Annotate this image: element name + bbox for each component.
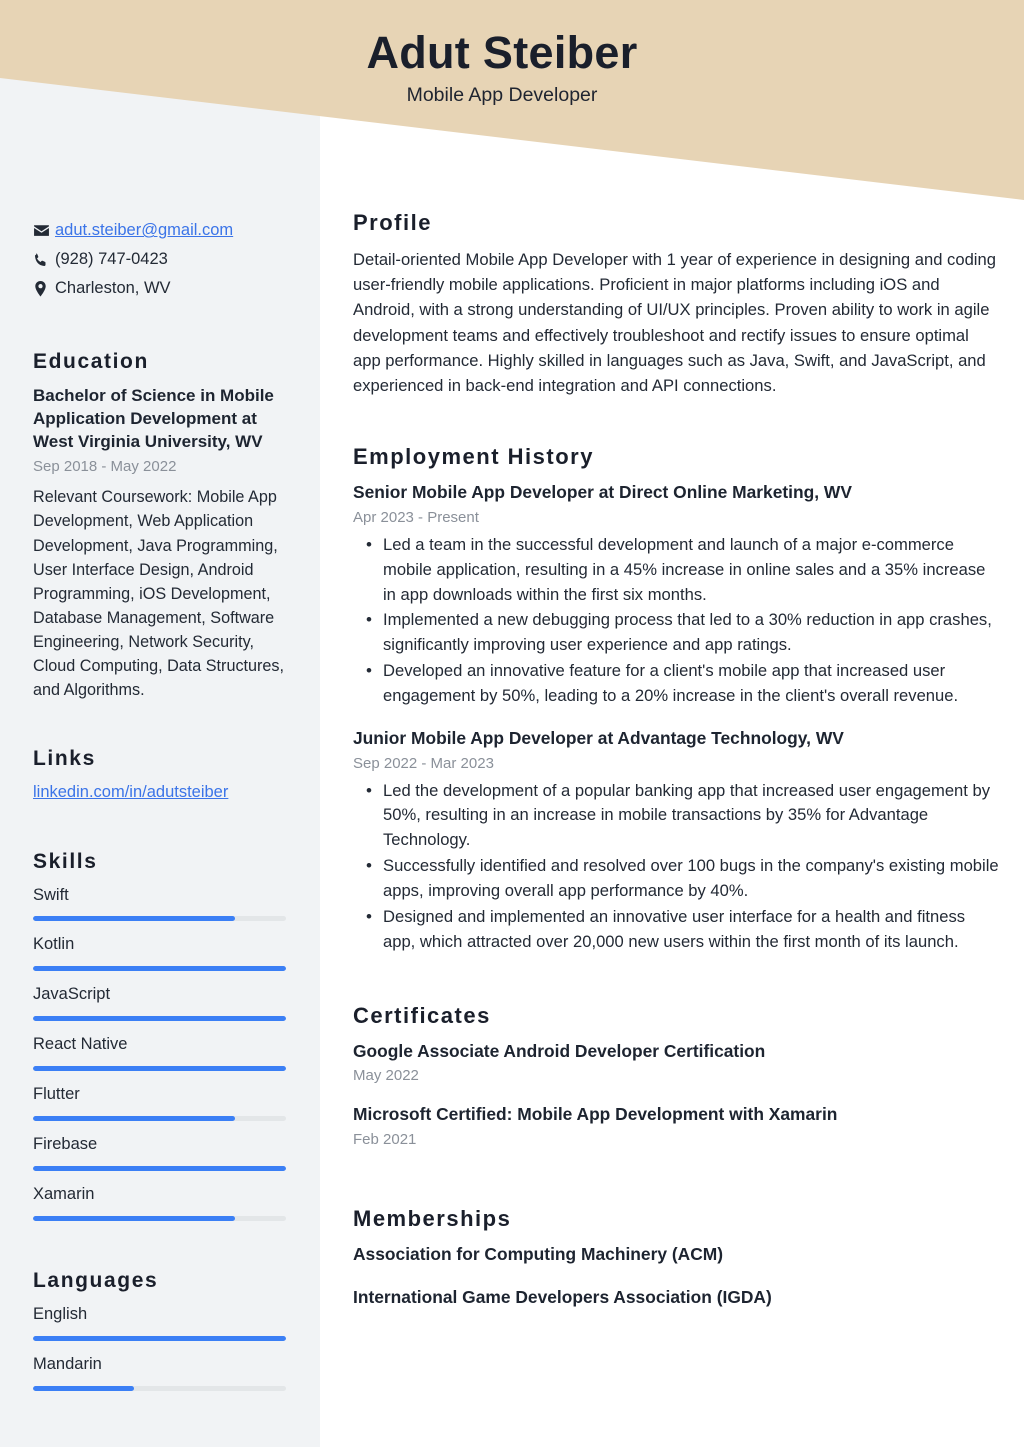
contact-phone-row xyxy=(33,247,286,272)
membership-item: International Game Developers Association (IGDA) xyxy=(353,1287,772,1308)
education-entry xyxy=(33,384,286,703)
certificate-date: Feb 2021 xyxy=(353,1130,417,1148)
skill-label: Xamarin xyxy=(33,1185,95,1204)
employment-bullet: • Successfully identified and resolved over 100 bugs in the company's existing mobile apps, improving overall app performance by 40%. xyxy=(353,854,1001,904)
link-linkedin[interactable]: linkedin.com/in/adutsteiber xyxy=(33,782,229,801)
skill-bar-fill xyxy=(33,916,235,921)
skill-bar-fill xyxy=(33,1066,286,1071)
employment-bullet: • Implemented a new debugging process that led to a 30% reduction in app crashes, significantly improving user experience and app ratings. xyxy=(353,608,1001,658)
section-heading-links: Links xyxy=(33,746,96,770)
contact-email[interactable]: adut.steiber@gmail.com xyxy=(55,221,234,240)
employment-entry xyxy=(353,481,1001,709)
certificates-list xyxy=(353,1040,1001,1150)
employment-bullets xyxy=(353,779,1001,955)
membership-item: Association for Computing Machinery (ACM) xyxy=(353,1243,724,1264)
skill-item xyxy=(33,1033,286,1071)
skill-item xyxy=(33,983,286,1021)
employment-entry xyxy=(353,727,1001,955)
skill-label: Swift xyxy=(33,885,69,904)
employment-dates: Sep 2022 - Mar 2023 xyxy=(353,754,494,772)
skill-bar-fill xyxy=(33,1116,235,1121)
language-item xyxy=(33,1303,286,1341)
certificate-name: Microsoft Certified: Mobile App Development with Xamarin xyxy=(353,1104,838,1125)
employment-role: Junior Mobile App Developer at Advantage Technology, WV xyxy=(353,728,844,749)
contact-email-row[interactable] xyxy=(33,218,286,243)
skill-bar-track xyxy=(33,916,286,921)
education-description: Relevant Coursework: Mobile App Development, Web Application Development, Java Programming, User Interface Design, Android Programming, iOS Development, Database Management, Software Engineering, Network Security, Cloud Computing, Data Structures, and Algorithms. xyxy=(33,488,285,700)
section-heading-certificates: Certificates xyxy=(353,1002,491,1028)
language-label: Mandarin xyxy=(33,1354,102,1373)
language-item xyxy=(33,1353,286,1391)
languages-list xyxy=(33,1303,286,1391)
skill-bar-fill xyxy=(33,1166,286,1171)
skill-bar-track xyxy=(33,1116,286,1121)
skill-bar-track xyxy=(33,966,286,971)
skill-item xyxy=(33,1183,286,1221)
education-dates: Sep 2018 - May 2022 xyxy=(33,458,177,476)
section-heading-skills: Skills xyxy=(33,849,98,873)
main-content xyxy=(353,0,1001,1310)
language-bar-fill xyxy=(33,1336,286,1341)
map-pin-icon xyxy=(33,281,55,297)
envelope-icon xyxy=(33,222,55,239)
employment-bullet: • Led the development of a popular banking app that increased user engagement by 50%, resulting in an increase in mobile transactions by 35% for Advantage Technology. xyxy=(353,779,1001,854)
language-bar-track xyxy=(33,1386,286,1391)
skill-label: Flutter xyxy=(33,1085,80,1104)
skill-item xyxy=(33,933,286,971)
skills-list xyxy=(33,884,286,1221)
profile-text: Detail-oriented Mobile App Developer with 1 year of experience in designing and coding user-friendly mobile applications. Proficient in major platforms including iOS and Android, with a strong understanding of UI/UX principles. Proven ability to work in agile development teams and effectively troubleshoot and rectify issues to ensure optimal app performance. Highly skilled in languages such as Java, Swift, and JavaScript, and experienced in back-end integration and API connections. xyxy=(353,250,996,396)
skill-item xyxy=(33,884,286,922)
section-heading-education: Education xyxy=(33,350,149,373)
employment-bullets xyxy=(353,533,1001,709)
skill-bar-fill xyxy=(33,1216,235,1221)
employment-dates: Apr 2023 - Present xyxy=(353,508,479,526)
employment-list xyxy=(353,481,1001,954)
skill-bar-track xyxy=(33,1016,286,1021)
page-title: Adut Steiber xyxy=(366,27,638,78)
certificate-name: Google Associate Android Developer Certification xyxy=(353,1040,766,1061)
certificate-date: May 2022 xyxy=(353,1067,419,1085)
skill-item xyxy=(33,1083,286,1121)
contact-location: Charleston, WV xyxy=(55,279,171,298)
job-title: Mobile App Developer xyxy=(406,84,598,106)
education-degree: Bachelor of Science in Mobile Application Development at West Virginia University, WV xyxy=(33,386,274,452)
skill-bar-track xyxy=(33,1066,286,1071)
employment-bullet: • Designed and implemented an innovative user interface for a health and fitness app, which attracted over 20,000 new users within the first month of its launch. xyxy=(353,905,1001,955)
skill-bar-track xyxy=(33,1166,286,1171)
section-heading-memberships: Memberships xyxy=(353,1205,512,1231)
skill-label: React Native xyxy=(33,1035,128,1054)
certificate-entry xyxy=(353,1103,1001,1149)
language-bar-track xyxy=(33,1336,286,1341)
certificate-entry xyxy=(353,1040,1001,1086)
employment-bullet: • Developed an innovative feature for a client's mobile app that increased user engagement by 50%, leading to a 20% increase in the client's overall revenue. xyxy=(353,659,1001,709)
phone-icon xyxy=(33,252,55,268)
skill-label: Kotlin xyxy=(33,935,75,954)
skill-item xyxy=(33,1133,286,1171)
skill-bar-fill xyxy=(33,966,286,971)
sidebar xyxy=(0,0,320,1403)
skill-bar-track xyxy=(33,1216,286,1221)
skill-label: Firebase xyxy=(33,1135,98,1154)
skill-label: JavaScript xyxy=(33,985,111,1004)
contact-location-row xyxy=(33,276,286,301)
contact-phone: (928) 747-0423 xyxy=(55,250,168,269)
section-heading-languages: Languages xyxy=(33,1268,159,1292)
memberships-list xyxy=(353,1243,1001,1310)
employment-role: Senior Mobile App Developer at Direct Online Marketing, WV xyxy=(353,482,852,503)
skill-bar-fill xyxy=(33,1016,286,1021)
language-bar-fill xyxy=(33,1386,134,1391)
language-label: English xyxy=(33,1304,88,1323)
employment-bullet: • Led a team in the successful development and launch of a major e-commerce mobile application, resulting in a 45% increase in online sales and a 35% increase in app downloads within the first six months. xyxy=(353,533,1001,608)
section-heading-employment: Employment History xyxy=(353,444,594,470)
section-heading-profile: Profile xyxy=(353,210,432,235)
